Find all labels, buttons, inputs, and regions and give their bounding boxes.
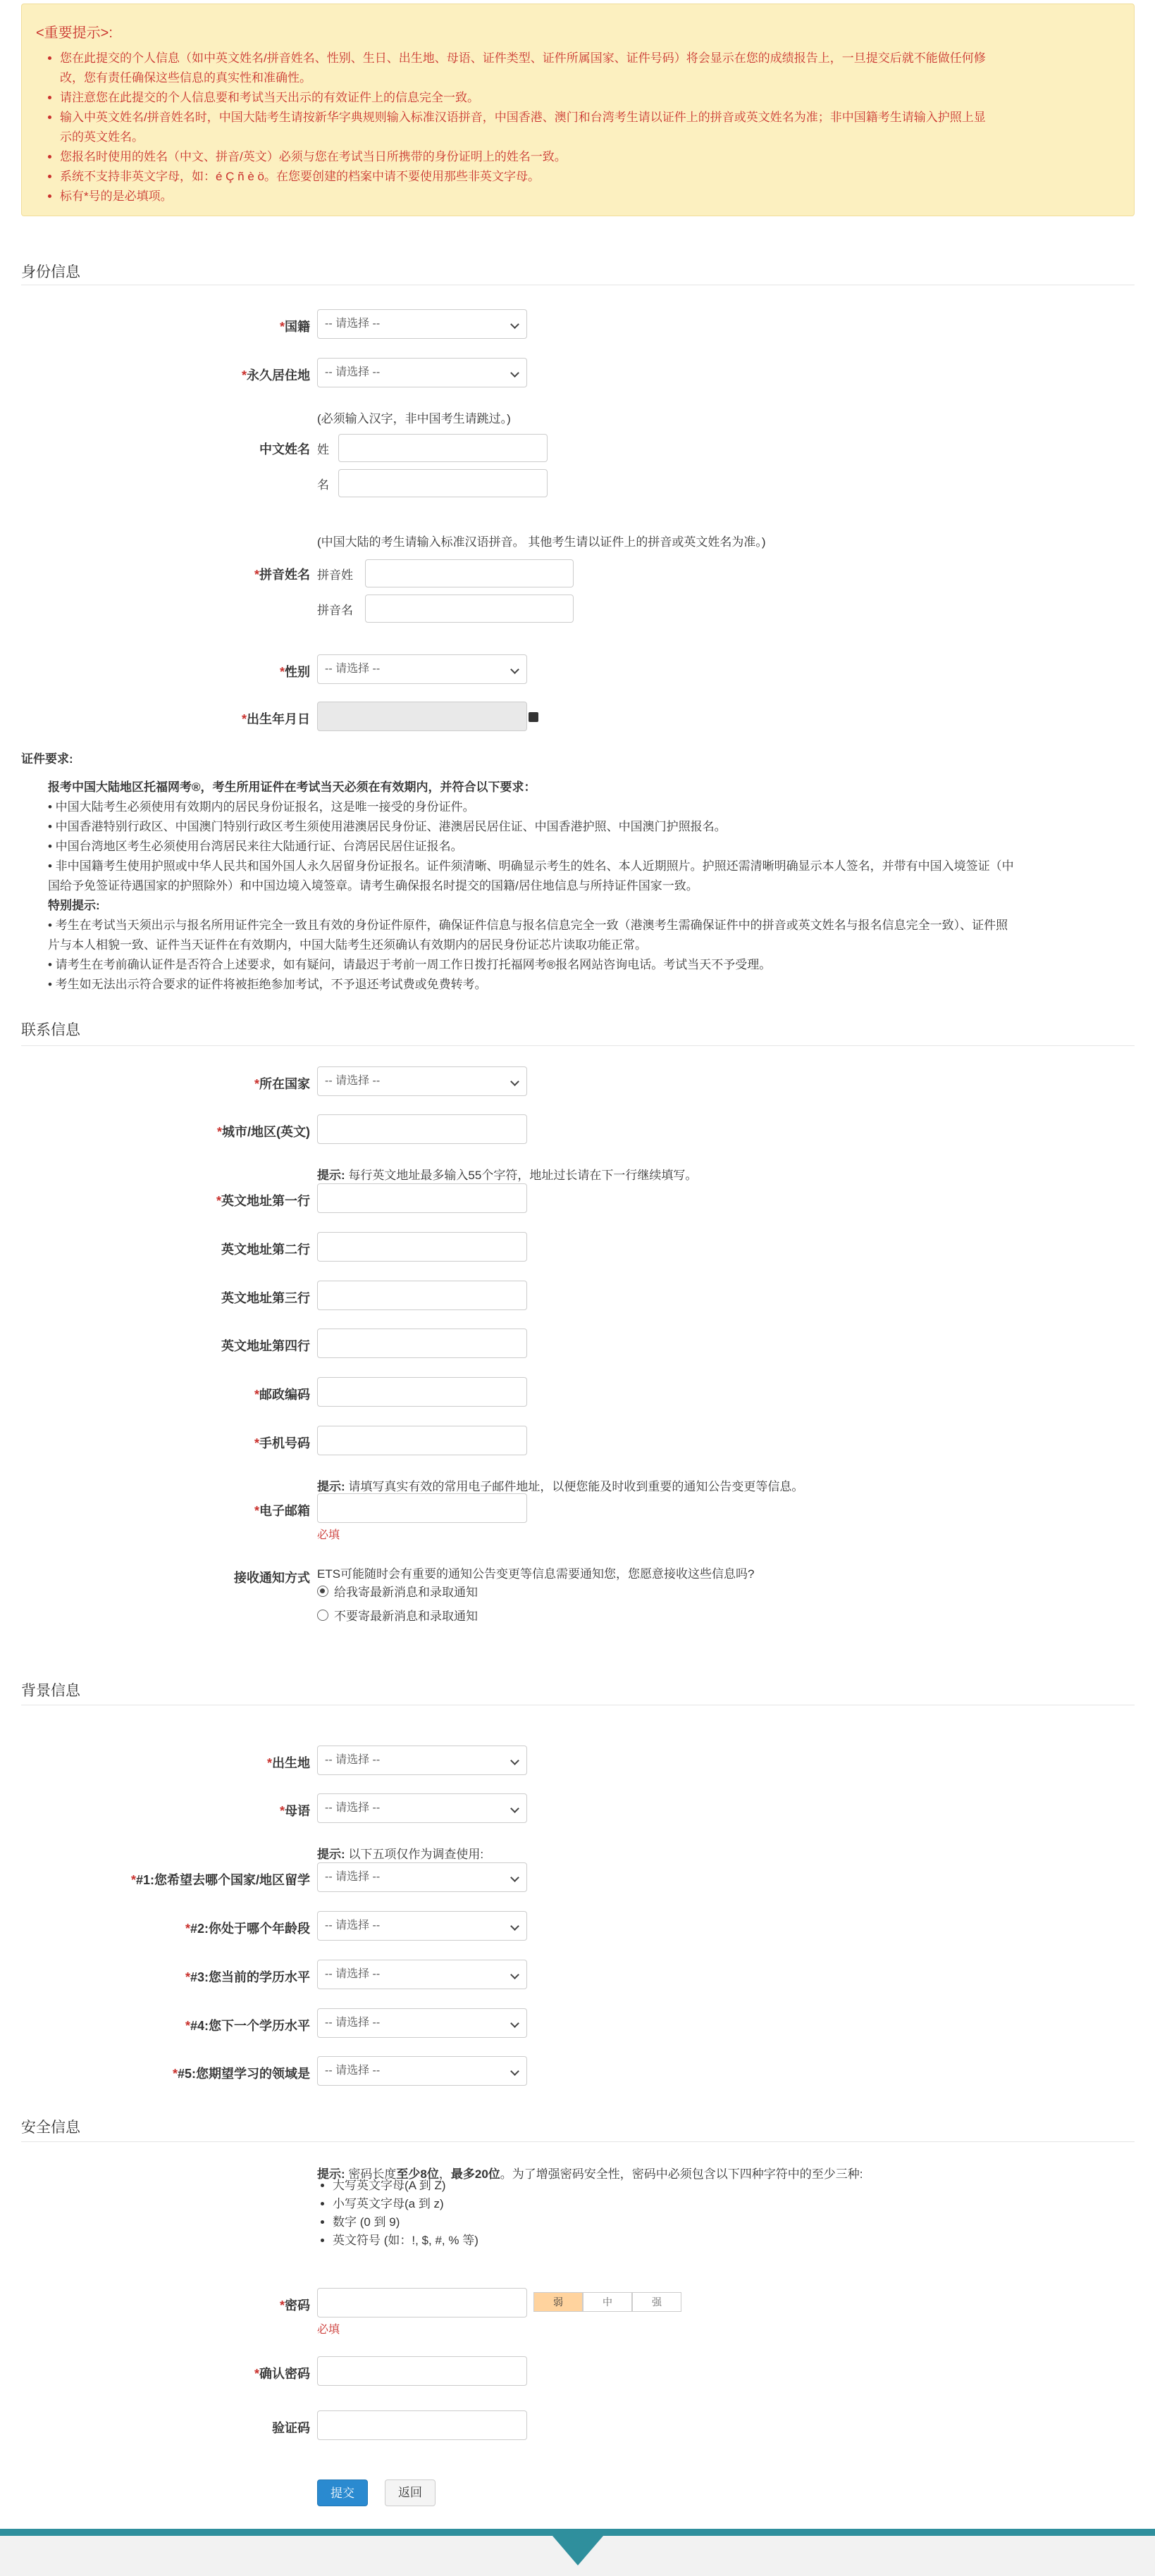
password-input[interactable] [317,2288,527,2317]
pinyin-hint: (中国大陆的考生请输入标准汉语拼音。 其他考生请以证件上的拼音或英文姓名为准。) [317,535,766,549]
id-requirement-line: • 中国台湾地区考生必须使用台湾居民来往大陆通行证、台湾居民居住证报名。 [48,840,463,853]
survey-q2-select[interactable]: -- 请选择 -- [317,1911,527,1941]
important-notice [21,4,1135,216]
pinyin-name-label: *拼音姓名 [254,568,310,582]
id-requirement-line: 国给予免签证待遇国家的护照除外）和中国边境入境签章。请考生确保报名时提交的国籍/居住地信息与所持证件国家一致。 [48,879,698,892]
address2-input[interactable] [317,1232,527,1262]
email-required-tip: 必填 [317,1529,340,1541]
confirm-password-input[interactable] [317,2356,527,2386]
section-title-contact: 联系信息 [21,1022,80,1038]
survey-q5-select[interactable]: -- 请选择 -- [317,2056,527,2086]
chinese-name-label: 中文姓名 [259,442,310,456]
divider [21,1045,1135,1046]
gender-select[interactable]: -- 请选择 -- [317,654,527,684]
notice-item: • 系统不支持非英文字母，如：é Ç ñ è ö。在您要创建的档案中请不要使用那些非英文字母。 [60,167,1114,187]
mobile-label: *手机号码 [254,1436,310,1450]
email-label: *电子邮箱 [254,1504,310,1518]
survey-hint: 提示: 以下五项仅作为调查使用: [317,1848,484,1861]
notify-question: ETS可能随时会有重要的通知公告变更等信息需要通知您，您愿意接收这些信息吗? [317,1567,755,1581]
survey-q5-label: *#5:您期望学习的领域是 [172,2067,310,2081]
pinyin-surname-input[interactable] [365,559,574,587]
notice-item: • 请注意您在此提交的个人信息要和考试当天出示的有效证件上的信息完全一致。 [60,88,1114,108]
id-requirement-line: • 中国大陆考生必须使用有效期内的居民身份证报名，这是唯一接受的身份证件。 [48,800,475,814]
birthplace-select[interactable]: -- 请选择 -- [317,1746,527,1775]
pinyin-surname-label: 拼音姓 [317,568,353,582]
survey-q2-label: *#2:你处于哪个年龄段 [185,1922,310,1936]
password-rule: • 数字 (0 到 9) [333,2213,478,2232]
password-strength-meter [533,2292,681,2312]
survey-q4-label: *#4:您下一个学历水平 [185,2019,310,2033]
chinese-surname-input[interactable] [338,434,548,462]
notify-label: 接收通知方式 [234,1571,310,1585]
password-rule: • 小写英文字母(a 到 z) [333,2195,478,2213]
id-requirement-line: • 非中国籍考生使用护照或中华人民共和国外国人永久居留身份证报名。证件须清晰、明确显示考生的姓名、本人近期照片。护照还需清晰明确显示本人签名，并带有中国入境签证（中 [48,859,1014,873]
strength-medium: 中 [583,2292,632,2312]
survey-q1-label: *#1:您希望去哪个国家/地区留学 [130,1873,310,1887]
section-title-background: 背景信息 [21,1683,80,1699]
notice-item: • 输入中英文姓名/拼音姓名时，中国大陆考生请按新华字典规则输入标准汉语拼音，中国香港、澳门和台湾考生请以证件上的拼音或英文姓名为准；非中国籍考生请输入护照上显 示的英文姓名。 [60,108,1114,147]
pinyin-given-label: 拼音名 [317,604,353,617]
residence-label: *永久居住地 [241,368,310,382]
birthplace-label: *出生地 [266,1756,310,1770]
email-hint: 提示: 请填写真实有效的常用电子邮件地址，以便您能及时收到重要的通知公告变更等信息。 [317,1480,804,1493]
email-input[interactable] [317,1493,527,1523]
chinese-given-name-input[interactable] [338,469,548,497]
special-notice-title: 特别提示: [48,899,100,912]
notify-yes-radio[interactable]: 给我寄最新消息和录取通知 [317,1582,478,1600]
language-select[interactable]: -- 请选择 -- [317,1793,527,1823]
given-name-label: 名 [317,478,329,492]
divider [21,2141,1135,2142]
captcha-input[interactable] [317,2410,527,2440]
id-requirements-title: 证件要求: [21,752,73,766]
password-rule: • 英文符号 (如：!, $, #, % 等) [333,2232,478,2250]
section-title-identity: 身份信息 [21,264,80,280]
footer-triangle-icon [552,2536,603,2565]
notice-list [36,49,1114,206]
special-notice-line: • 考生如无法出示符合要求的证件将被拒绝参加考试，不予退还考试费或免费转考。 [48,978,487,991]
address3-input[interactable] [317,1281,527,1310]
password-required-tip: 必填 [317,2324,340,2336]
address2-label: 英文地址第二行 [221,1243,310,1257]
password-hint: 提示: 密码长度至少8位，最多20位。为了增强密码安全性，密码中必须包含以下四种字符中的至少三种: [317,2167,863,2181]
chinese-name-hint: (必须输入汉字，非中国考生请跳过。) [317,412,511,425]
birthdate-label: *出生年月日 [241,712,310,726]
country-label: *所在国家 [254,1077,310,1091]
gender-label: *性别 [279,665,310,679]
mobile-input[interactable] [317,1426,527,1455]
address-hint: 提示: 每行英文地址最多输入55个字符，地址过长请在下一行继续填写。 [317,1169,698,1182]
address3-label: 英文地址第三行 [221,1291,310,1305]
nationality-select[interactable]: -- 请选择 -- [317,309,527,339]
submit-button[interactable]: 提交 [317,2479,368,2506]
survey-q1-select[interactable]: -- 请选择 -- [317,1862,527,1892]
pinyin-given-input[interactable] [365,595,574,623]
notice-item: • 您在此提交的个人信息（如中英文姓名/拼音姓名、性别、生日、出生地、母语、证件类型、证件所属国家、证件号码）将会显示在您的成绩报告上，一旦提交后就不能做任何修 改，您有责任确保这些信息的真实性和准确性。 [60,49,1114,88]
residence-select[interactable]: -- 请选择 -- [317,358,527,387]
special-notice-line: 片与本人相貌一致、证件当天证件在有效期内，中国大陆考生还须确认有效期内的居民身份证芯片读取功能正常。 [48,938,647,952]
city-input[interactable] [317,1114,527,1144]
confirm-password-label: *确认密码 [254,2367,310,2381]
radio-checked-icon [317,1586,328,1597]
id-requirement-line: • 中国香港特别行政区、中国澳门特别行政区考生须使用港澳居民身份证、港澳居民居住证、中国香港护照、中国澳门护照报名。 [48,820,727,833]
radio-unchecked-icon [317,1610,328,1621]
footer-accent-bar [0,2529,1155,2536]
city-label: *城市/地区(英文) [216,1125,310,1139]
id-requirements [21,749,1135,1003]
special-notice-line: • 请考生在考前确认证件是否符合上述要求，如有疑问，请最迟于考前一周工作日拨打托福网考®报名网站咨询电话。考试当天不予受理。 [48,958,772,971]
notice-item: • 标有*号的是必填项。 [60,187,1114,206]
id-requirements-lead: 报考中国大陆地区托福网考®，考生所用证件在考试当天必须在有效期内，并符合以下要求： [48,780,536,794]
strength-weak: 弱 [533,2292,583,2312]
back-button[interactable]: 返回 [385,2479,436,2506]
address1-label: *英文地址第一行 [216,1194,310,1208]
language-label: *母语 [279,1804,310,1818]
password-rules [317,2177,478,2250]
notify-no-radio[interactable]: 不要寄最新消息和录取通知 [317,1606,478,1624]
birthdate-input[interactable] [317,702,527,731]
password-rule: • 大写英文字母(A 到 Z) [333,2177,478,2195]
survey-q4-select[interactable]: -- 请选择 -- [317,2008,527,2038]
section-title-security: 安全信息 [21,2120,80,2136]
notice-title: <重要提示>: [36,25,113,41]
captcha-label: 验证码 [272,2421,310,2435]
address4-label: 英文地址第四行 [221,1339,310,1353]
calendar-icon[interactable] [529,712,538,722]
special-notice-line: • 考生在考试当天须出示与报名所用证件完全一致且有效的身份证件原件，确保证件信息与报名信息完全一致（港澳考生需确保证件中的拼音或英文姓名与报名信息完全一致）、证件照 [48,919,1008,932]
surname-label: 姓 [317,443,329,456]
notice-item: • 您报名时使用的姓名（中文、拼音/英文）必须与您在考试当日所携带的身份证明上的姓名一致。 [60,147,1114,167]
address1-input[interactable] [317,1183,527,1213]
password-label: *密码 [279,2298,310,2313]
address4-input[interactable] [317,1329,527,1358]
country-select[interactable]: -- 请选择 -- [317,1066,527,1096]
nationality-label: *国籍 [279,320,310,334]
postcode-input[interactable] [317,1377,527,1407]
strength-strong: 强 [632,2292,681,2312]
survey-q3-select[interactable]: -- 请选择 -- [317,1960,527,1989]
survey-q3-label: *#3:您当前的学历水平 [185,1970,310,1984]
postcode-label: *邮政编码 [254,1388,310,1402]
